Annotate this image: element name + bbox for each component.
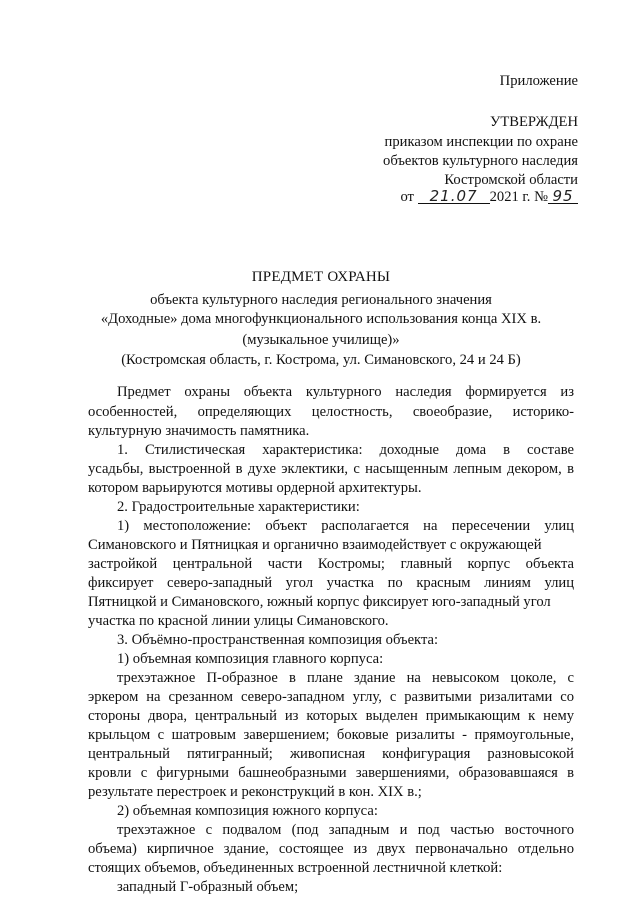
handwritten-order-number: 95: [548, 185, 578, 207]
body-line: кровли с фигурными башнеобразными завершениями, образовавшаяся в: [88, 765, 574, 781]
order-line-3: Костромской области: [444, 172, 578, 188]
body-line: центральный пятигранный; живописная конфигурация разновысокой: [88, 746, 574, 762]
body-line: объема) кирпичное здание, состоящее из двух первоначально отдельно: [88, 841, 574, 857]
body-line: Предмет охраны объекта культурного наследия формируется из: [117, 384, 574, 400]
body-line: особенностей, определяющих целостность, своеобразие, историко-: [88, 404, 574, 420]
body-line: 2. Градостроительные характеристики:: [117, 499, 360, 515]
body-line: Пятницкой и Симановского, южный корпус фиксирует юго-западный угол: [88, 594, 551, 610]
year-and-number-label: 2021 г. №: [489, 189, 548, 205]
order-line-1: приказом инспекции по охране: [384, 134, 578, 150]
body-line: эркером на срезанном северо-западном углу, с развитыми ризалитами со: [88, 689, 574, 705]
body-line: стороны двора, центральный из которых выделен примыкающим к нему: [88, 708, 574, 724]
title-line-3: (музыкальное училище)»: [242, 332, 400, 348]
handwritten-date: 21.07: [418, 185, 490, 207]
order-date-row: [400, 185, 578, 208]
body-line: 1. Стилистическая характеристика: доходные дома в составе: [117, 442, 574, 458]
document-title: ПРЕДМЕТ ОХРАНЫ: [251, 269, 391, 285]
body-line: усадьбы, выстроенной в духе эклектики, с насыщенным лепным декором, в: [88, 461, 574, 477]
body-line: застройкой центральной части Костромы; главный корпус объекта: [88, 556, 574, 572]
body-line: крыльцом с шатровым завершением; боковые ризалиты - прямоугольные,: [88, 727, 574, 743]
order-line-2: объектов культурного наследия: [383, 153, 578, 169]
title-line-2: «Доходные» дома многофункционального использования конца XIX в.: [100, 311, 542, 327]
approved-label: УТВЕРЖДЕН: [490, 114, 578, 130]
body-line: фиксирует северо-западный угол участка по красным линиям улиц: [88, 575, 574, 591]
body-line: культурную значимость памятника.: [88, 423, 310, 439]
body-line: 1) объемная композиция главного корпуса:: [117, 651, 384, 667]
body-line: 3. Объёмно-пространственная композиция объекта:: [117, 632, 439, 648]
body-line: котором варьируются мотивы ордерной архитектуры.: [88, 480, 422, 496]
body-line: Симановского и Пятницкая и органично взаимодействует с окружающей: [88, 537, 542, 553]
title-line-1: объекта культурного наследия регионального значения: [150, 292, 492, 308]
body-line: результате перестроек и реконструкций в кон. XIX в.;: [88, 784, 422, 800]
appendix-label: Приложение: [499, 73, 578, 89]
title-line-4: (Костромская область, г. Кострома, ул. Симановского, 24 и 24 Б): [121, 352, 521, 368]
body-line: 2) объемная композиция южного корпуса:: [117, 803, 378, 819]
body-line: трехэтажное П-образное в плане здание на невысоком цоколе, с: [117, 670, 574, 686]
body-line: участка по красной линии улицы Симановского.: [88, 613, 389, 629]
body-line: западный Г-образный объем;: [117, 879, 299, 895]
body-line: 1) местоположение: объект располагается на пересечении улиц: [117, 518, 574, 534]
date-prefix: от: [400, 189, 414, 205]
body-line: трехэтажное с подвалом (под западным и под частью восточного: [117, 822, 574, 838]
body-line: стоящих объемов, объединенных встроенной лестничной клеткой:: [88, 860, 503, 876]
